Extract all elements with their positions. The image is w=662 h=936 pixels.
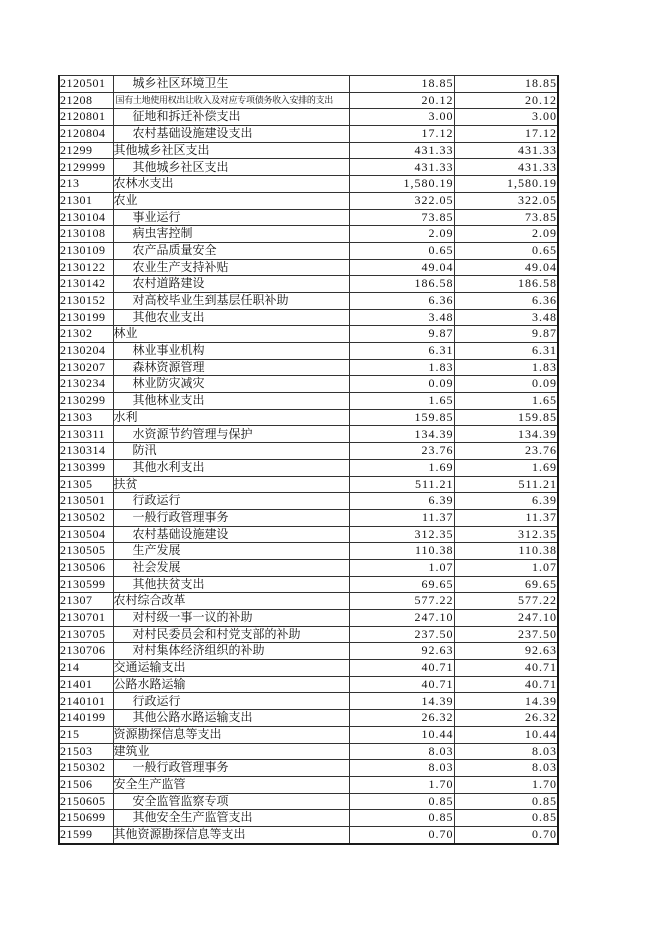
table-row (59, 776, 558, 793)
row-amount-1: 40.71 (349, 660, 454, 677)
table-row (59, 543, 558, 560)
row-amount-2: 110.38 (454, 543, 558, 560)
row-code: 2130705 (59, 626, 113, 643)
table-row (59, 309, 558, 326)
row-code: 21302 (59, 326, 113, 343)
row-name: 行政运行 (113, 493, 349, 510)
row-code: 21503 (59, 743, 113, 760)
row-name: 水资源节约管理与保护 (113, 426, 349, 443)
table-row (59, 443, 558, 460)
table-row (59, 126, 558, 143)
table-row (59, 292, 558, 309)
row-amount-2: 6.31 (454, 343, 558, 360)
row-code: 2130504 (59, 526, 113, 543)
row-amount-1: 0.85 (349, 793, 454, 810)
row-name: 安全生产监管 (113, 776, 349, 793)
row-name: 病虫害控制 (113, 226, 349, 243)
row-code: 2130399 (59, 459, 113, 476)
row-name: 其他扶贫支出 (113, 576, 349, 593)
row-amount-1: 14.39 (349, 693, 454, 710)
row-amount-2: 312.35 (454, 526, 558, 543)
row-amount-1: 431.33 (349, 142, 454, 159)
row-amount-1: 312.35 (349, 526, 454, 543)
row-amount-2: 40.71 (454, 660, 558, 677)
row-code: 2130314 (59, 443, 113, 460)
row-code: 2129999 (59, 159, 113, 176)
row-amount-1: 0.70 (349, 826, 454, 843)
row-amount-1: 1.65 (349, 393, 454, 410)
row-amount-2: 511.21 (454, 476, 558, 493)
row-name: 农林水支出 (113, 176, 349, 193)
row-amount-2: 247.10 (454, 610, 558, 627)
table-row (59, 526, 558, 543)
row-amount-2: 1.70 (454, 776, 558, 793)
row-name: 农村基础设施建设支出 (113, 126, 349, 143)
row-name: 其他林业支出 (113, 393, 349, 410)
row-amount-1: 1.70 (349, 776, 454, 793)
table-row (59, 660, 558, 677)
row-name: 扶贫 (113, 476, 349, 493)
row-amount-2: 322.05 (454, 192, 558, 209)
row-name: 其他农业支出 (113, 309, 349, 326)
row-amount-1: 20.12 (349, 92, 454, 109)
row-code: 2130199 (59, 309, 113, 326)
row-amount-2: 2.09 (454, 226, 558, 243)
row-code: 2130311 (59, 426, 113, 443)
row-amount-2: 577.22 (454, 593, 558, 610)
row-code: 2130234 (59, 376, 113, 393)
table-row (59, 326, 558, 343)
row-amount-1: 322.05 (349, 192, 454, 209)
table-row (59, 676, 558, 693)
row-code: 2130142 (59, 276, 113, 293)
row-amount-2: 3.48 (454, 309, 558, 326)
row-name: 林业事业机构 (113, 343, 349, 360)
table-row (59, 793, 558, 810)
budget-table-body (59, 76, 558, 844)
row-amount-1: 40.71 (349, 676, 454, 693)
row-amount-2: 17.12 (454, 126, 558, 143)
row-name: 其他城乡社区支出 (113, 142, 349, 159)
row-name: 农产品质量安全 (113, 242, 349, 259)
row-name: 征地和拆迁补偿支出 (113, 109, 349, 126)
table-row (59, 393, 558, 410)
row-amount-1: 159.85 (349, 409, 454, 426)
row-amount-1: 6.39 (349, 493, 454, 510)
row-name: 农村基础设施建设 (113, 526, 349, 543)
row-amount-2: 1.65 (454, 393, 558, 410)
table-row (59, 726, 558, 743)
table-row (59, 810, 558, 827)
row-amount-2: 1.83 (454, 359, 558, 376)
row-amount-2: 0.85 (454, 810, 558, 827)
table-row (59, 376, 558, 393)
row-amount-2: 26.32 (454, 710, 558, 727)
row-amount-1: 0.65 (349, 242, 454, 259)
row-name: 社会发展 (113, 559, 349, 576)
row-amount-1: 1.83 (349, 359, 454, 376)
row-code: 2150605 (59, 793, 113, 810)
row-name: 林业 (113, 326, 349, 343)
row-amount-2: 18.85 (454, 76, 558, 93)
row-code: 213 (59, 176, 113, 193)
row-name: 国有土地使用权出让收入及对应专项债务收入安排的支出 (113, 92, 349, 109)
table-row (59, 693, 558, 710)
row-code: 2130207 (59, 359, 113, 376)
row-name: 对高校毕业生到基层任职补助 (113, 292, 349, 309)
table-row (59, 176, 558, 193)
row-code: 2130108 (59, 226, 113, 243)
row-amount-2: 431.33 (454, 142, 558, 159)
row-code: 2130501 (59, 493, 113, 510)
row-amount-2: 11.37 (454, 509, 558, 526)
row-amount-1: 23.76 (349, 443, 454, 460)
table-row (59, 826, 558, 843)
row-amount-2: 0.85 (454, 793, 558, 810)
row-name: 公路水路运输 (113, 676, 349, 693)
row-code: 2140101 (59, 693, 113, 710)
row-code: 21506 (59, 776, 113, 793)
table-row (59, 760, 558, 777)
row-amount-2: 14.39 (454, 693, 558, 710)
row-amount-1: 6.36 (349, 292, 454, 309)
row-code: 21208 (59, 92, 113, 109)
row-name: 生产发展 (113, 543, 349, 560)
row-amount-1: 577.22 (349, 593, 454, 610)
row-amount-1: 49.04 (349, 259, 454, 276)
row-amount-1: 18.85 (349, 76, 454, 93)
row-amount-2: 0.65 (454, 242, 558, 259)
row-code: 2130152 (59, 292, 113, 309)
table-row (59, 459, 558, 476)
row-code: 2150699 (59, 810, 113, 827)
row-name: 农业生产支持补贴 (113, 259, 349, 276)
row-amount-1: 73.85 (349, 209, 454, 226)
row-code: 2130506 (59, 559, 113, 576)
row-amount-1: 0.09 (349, 376, 454, 393)
row-code: 2130701 (59, 610, 113, 627)
table-row (59, 743, 558, 760)
row-code: 2130502 (59, 509, 113, 526)
row-name: 行政运行 (113, 693, 349, 710)
row-name: 城乡社区环境卫生 (113, 76, 349, 93)
table-row (59, 276, 558, 293)
row-amount-1: 1.07 (349, 559, 454, 576)
row-amount-2: 49.04 (454, 259, 558, 276)
row-amount-2: 3.00 (454, 109, 558, 126)
row-name: 其他水利支出 (113, 459, 349, 476)
row-amount-2: 186.58 (454, 276, 558, 293)
row-name: 一般行政管理事务 (113, 760, 349, 777)
row-name: 防汛 (113, 443, 349, 460)
table-row (59, 359, 558, 376)
row-amount-1: 1,580.19 (349, 176, 454, 193)
row-amount-1: 431.33 (349, 159, 454, 176)
table-row (59, 576, 558, 593)
table-row (59, 226, 558, 243)
row-amount-2: 92.63 (454, 643, 558, 660)
row-code: 2120801 (59, 109, 113, 126)
row-code: 2140199 (59, 710, 113, 727)
row-amount-2: 1,580.19 (454, 176, 558, 193)
table-row (59, 259, 558, 276)
row-amount-1: 11.37 (349, 509, 454, 526)
row-amount-1: 511.21 (349, 476, 454, 493)
row-amount-2: 6.36 (454, 292, 558, 309)
row-amount-2: 159.85 (454, 409, 558, 426)
row-code: 21307 (59, 593, 113, 610)
row-name: 交通运输支出 (113, 660, 349, 677)
table-row (59, 426, 558, 443)
row-name: 对村集体经济组织的补助 (113, 643, 349, 660)
row-name: 一般行政管理事务 (113, 509, 349, 526)
table-row (59, 109, 558, 126)
row-amount-2: 0.09 (454, 376, 558, 393)
row-name: 事业运行 (113, 209, 349, 226)
row-code: 21303 (59, 409, 113, 426)
row-code: 2130299 (59, 393, 113, 410)
row-amount-1: 9.87 (349, 326, 454, 343)
table-row (59, 76, 558, 93)
row-code: 2130104 (59, 209, 113, 226)
row-code: 2130706 (59, 643, 113, 660)
row-amount-2: 0.70 (454, 826, 558, 843)
row-amount-1: 8.03 (349, 743, 454, 760)
row-amount-2: 134.39 (454, 426, 558, 443)
row-amount-1: 134.39 (349, 426, 454, 443)
row-amount-2: 69.65 (454, 576, 558, 593)
row-amount-1: 6.31 (349, 343, 454, 360)
row-name: 资源勘探信息等支出 (113, 726, 349, 743)
row-code: 214 (59, 660, 113, 677)
row-name: 其他安全生产监管支出 (113, 810, 349, 827)
row-amount-1: 247.10 (349, 610, 454, 627)
row-name: 安全监管监察专项 (113, 793, 349, 810)
row-name: 其他公路水路运输支出 (113, 710, 349, 727)
row-amount-1: 8.03 (349, 760, 454, 777)
row-code: 2120804 (59, 126, 113, 143)
row-code: 2150302 (59, 760, 113, 777)
row-amount-1: 10.44 (349, 726, 454, 743)
row-amount-2: 9.87 (454, 326, 558, 343)
row-code: 21301 (59, 192, 113, 209)
row-name: 农业 (113, 192, 349, 209)
row-code: 21305 (59, 476, 113, 493)
table-row (59, 192, 558, 209)
table-row (59, 343, 558, 360)
table-row (59, 242, 558, 259)
row-code: 2120501 (59, 76, 113, 93)
row-amount-1: 237.50 (349, 626, 454, 643)
row-name: 农村道路建设 (113, 276, 349, 293)
row-amount-2: 8.03 (454, 743, 558, 760)
table-row (59, 159, 558, 176)
row-amount-1: 1.69 (349, 459, 454, 476)
row-amount-1: 0.85 (349, 810, 454, 827)
row-amount-1: 3.48 (349, 309, 454, 326)
row-amount-2: 20.12 (454, 92, 558, 109)
row-code: 2130204 (59, 343, 113, 360)
table-row (59, 643, 558, 660)
table-row (59, 509, 558, 526)
row-amount-2: 23.76 (454, 443, 558, 460)
row-code: 21401 (59, 676, 113, 693)
table-row (59, 476, 558, 493)
row-code: 21299 (59, 142, 113, 159)
row-amount-2: 1.07 (454, 559, 558, 576)
row-amount-2: 10.44 (454, 726, 558, 743)
row-amount-2: 1.69 (454, 459, 558, 476)
row-name: 农村综合改革 (113, 593, 349, 610)
row-name: 林业防灾减灾 (113, 376, 349, 393)
row-amount-1: 92.63 (349, 643, 454, 660)
table-row (59, 610, 558, 627)
row-amount-2: 237.50 (454, 626, 558, 643)
row-name: 对村级一事一议的补助 (113, 610, 349, 627)
row-code: 215 (59, 726, 113, 743)
table-row (59, 142, 558, 159)
row-amount-1: 110.38 (349, 543, 454, 560)
row-code: 2130109 (59, 242, 113, 259)
row-amount-2: 40.71 (454, 676, 558, 693)
table-row (59, 710, 558, 727)
row-amount-1: 26.32 (349, 710, 454, 727)
table-row (59, 626, 558, 643)
row-amount-2: 73.85 (454, 209, 558, 226)
row-amount-1: 3.00 (349, 109, 454, 126)
row-code: 2130122 (59, 259, 113, 276)
row-code: 21599 (59, 826, 113, 843)
row-name: 建筑业 (113, 743, 349, 760)
row-name: 水利 (113, 409, 349, 426)
table-row (59, 209, 558, 226)
table-row (59, 92, 558, 109)
row-code: 2130599 (59, 576, 113, 593)
row-amount-2: 6.39 (454, 493, 558, 510)
row-name: 森林资源管理 (113, 359, 349, 376)
row-name: 其他城乡社区支出 (113, 159, 349, 176)
row-amount-1: 17.12 (349, 126, 454, 143)
row-name: 对村民委员会和村党支部的补助 (113, 626, 349, 643)
row-amount-2: 431.33 (454, 159, 558, 176)
row-name: 其他资源勘探信息等支出 (113, 826, 349, 843)
row-amount-1: 69.65 (349, 576, 454, 593)
row-amount-1: 2.09 (349, 226, 454, 243)
row-amount-2: 8.03 (454, 760, 558, 777)
row-code: 2130505 (59, 543, 113, 560)
budget-table (58, 75, 559, 845)
table-row (59, 593, 558, 610)
table-row (59, 559, 558, 576)
row-amount-1: 186.58 (349, 276, 454, 293)
table-row (59, 409, 558, 426)
table-row (59, 493, 558, 510)
